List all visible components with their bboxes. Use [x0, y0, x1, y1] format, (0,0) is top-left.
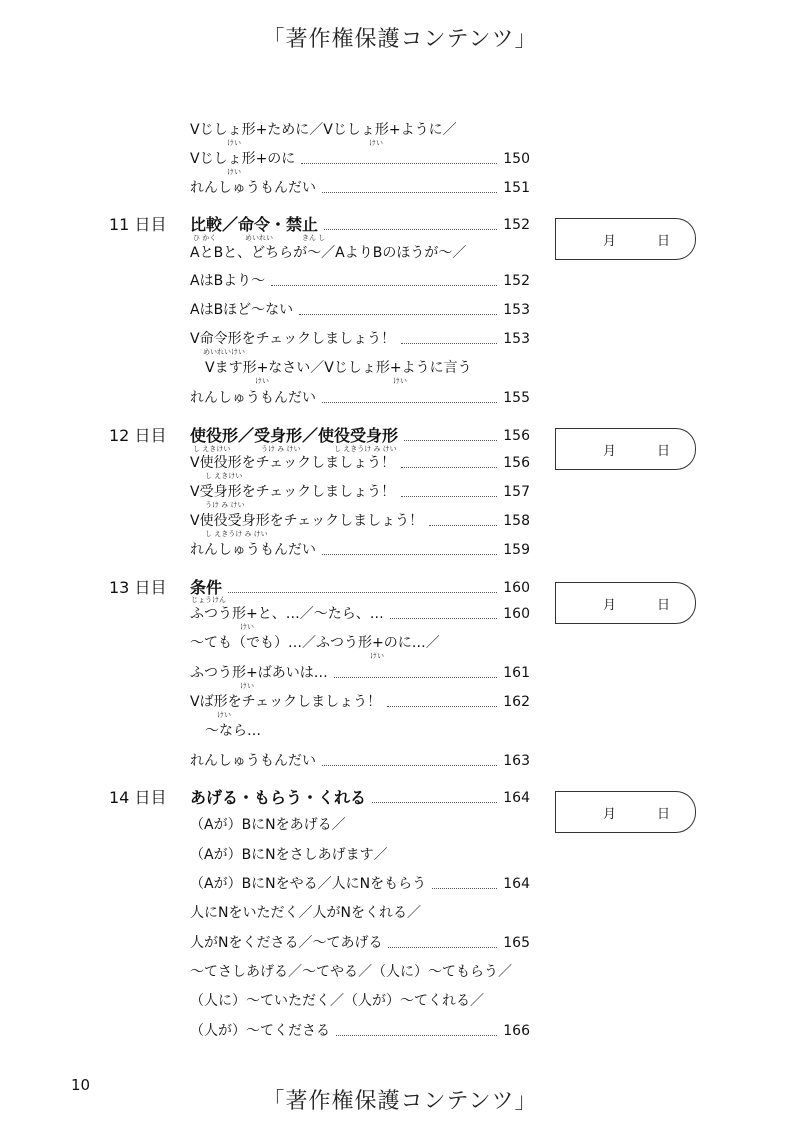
toc-entry[interactable]	[190, 814, 530, 836]
toc-entry[interactable]	[190, 1020, 530, 1042]
ruby-text: し えきけい	[193, 445, 231, 453]
toc-page-number: 155	[503, 390, 530, 406]
toc-entry-text: ふつう形+と、…／〜たら、…	[190, 606, 384, 622]
watermark-top: 「著作権保護コンテンツ」	[262, 27, 538, 52]
toc-entry[interactable]	[190, 148, 530, 170]
datebox-edge	[555, 429, 556, 469]
toc-page-number: 164	[503, 876, 530, 892]
ruby-text: けい	[255, 377, 269, 385]
chapter-title: あげる・もらう・くれる	[190, 788, 367, 807]
toc-entry[interactable]	[190, 270, 530, 292]
toc-page-number: 153	[503, 331, 530, 347]
toc-entry-text: Vじしょ形+のに	[190, 151, 296, 167]
leader-dots	[322, 401, 497, 403]
toc-page-number: 164	[503, 790, 530, 806]
toc-page-number: 163	[503, 753, 530, 769]
ruby-text: し えきうけ み けい	[334, 445, 397, 453]
datebox-edge	[555, 792, 556, 832]
toc-entry[interactable]	[190, 603, 530, 625]
toc-entry[interactable]	[190, 242, 530, 264]
toc-entry-text: 〜なら…	[205, 723, 261, 739]
leader-dots	[401, 466, 497, 468]
chapter-heading[interactable]	[190, 786, 530, 810]
leader-dots	[322, 764, 497, 766]
day-label: 12 日目	[109, 426, 167, 445]
toc-page-number: 151	[503, 180, 530, 196]
toc-page-number: 152	[503, 217, 530, 233]
toc-entry-text: V使役形をチェックしましょう！	[190, 455, 396, 471]
ruby-text: うけ み けい	[205, 501, 245, 509]
toc-entry-text: 人にNをいただく／人がNをくれる／	[190, 905, 421, 921]
page-number: 10	[71, 1076, 91, 1094]
chapter-title: 条件	[190, 578, 223, 597]
leader-dots	[299, 313, 497, 315]
toc-entry-text: Vば形をチェックしましょう！	[190, 694, 382, 710]
toc-page-number: 159	[503, 542, 530, 558]
toc-entry[interactable]	[190, 961, 530, 983]
toc-entry[interactable]	[190, 632, 530, 654]
toc-entry-text: V受身形をチェックしましょう！	[190, 484, 396, 500]
toc-page-number: 160	[503, 580, 530, 596]
study-date-box[interactable]	[555, 582, 696, 624]
toc-entry[interactable]	[190, 844, 530, 866]
leader-dots	[334, 676, 498, 678]
leader-dots	[404, 439, 497, 441]
ruby-text: けい	[240, 623, 254, 631]
toc-entry-text: AとBと、どちらが〜／AよりBのほうが〜／	[190, 245, 467, 261]
leader-dots	[387, 705, 497, 707]
leader-dots	[322, 191, 497, 193]
datebox-edge	[555, 583, 556, 623]
toc-entry-text: ふつう形+ばあいは…	[190, 665, 328, 681]
ruby-text: けい	[393, 377, 407, 385]
leader-dots	[429, 524, 497, 526]
toc-entry[interactable]	[190, 452, 530, 474]
toc-entry-text: れんしゅうもんだい	[190, 753, 316, 769]
toc-page-number: 152	[503, 273, 530, 289]
toc-entry-text: Vます形+なさい／Vじしょ形+ように言う	[205, 360, 472, 376]
ruby-text: けい	[370, 652, 384, 660]
watermark-bottom: 「著作権保護コンテンツ」	[262, 1089, 538, 1114]
leader-dots	[324, 228, 497, 230]
leader-dots	[322, 553, 497, 555]
toc-entry-text: V使役受身形をチェックしましょう！	[190, 513, 424, 529]
toc-entry-text: 〜てさしあげる／〜てやる／（人に）〜てもらう／	[190, 964, 512, 980]
toc-page-number: 150	[503, 151, 530, 167]
toc-entry-text: V命令形をチェックしましょう！	[190, 331, 396, 347]
toc-page-number: 162	[503, 694, 530, 710]
ruby-text: きん し	[302, 234, 326, 242]
toc-entry[interactable]	[190, 328, 530, 350]
toc-entry-text: （人に）〜ていただく／（人が）〜てくれる／	[190, 993, 484, 1009]
toc-entry-text: Vじしょ形+ために／Vじしょ形+ように／	[190, 122, 457, 138]
leader-dots	[388, 946, 497, 948]
study-date-box[interactable]	[555, 791, 696, 833]
toc-entry[interactable]	[190, 691, 530, 713]
day-label: 14 日目	[109, 788, 167, 807]
toc-entry[interactable]	[190, 119, 530, 141]
month-label: 月	[603, 234, 617, 249]
ruby-text: けい	[227, 139, 241, 147]
ruby-text: し えきうけ み けい	[205, 530, 268, 538]
toc-entry[interactable]	[190, 299, 530, 321]
month-label: 月	[603, 807, 617, 822]
leader-dots	[228, 591, 497, 593]
leader-dots	[301, 162, 497, 164]
toc-entry-text: 〜ても（でも）…／ふつう形+のに…／	[190, 635, 440, 651]
toc-entry[interactable]	[190, 539, 530, 561]
ruby-text: めいれい	[245, 234, 273, 242]
toc-entry[interactable]	[190, 387, 530, 409]
leader-dots	[390, 617, 498, 619]
leader-dots	[372, 801, 497, 803]
day-label-box: 日	[657, 807, 671, 822]
ruby-text: けい	[217, 711, 231, 719]
toc-entry-text: （人が）〜てくださる	[190, 1023, 330, 1039]
day-label: 13 日目	[109, 578, 167, 597]
toc-page-number: 156	[503, 455, 530, 471]
month-label: 月	[603, 598, 617, 613]
toc-page-number: 166	[503, 1023, 530, 1039]
day-label: 11 日目	[109, 215, 167, 234]
chapter-title: 比較／命令・禁止	[190, 215, 319, 234]
toc-entry[interactable]	[205, 720, 545, 742]
toc-entry-text: AはBより〜	[190, 273, 266, 289]
toc-entry[interactable]	[205, 357, 545, 379]
leader-dots	[401, 342, 497, 344]
toc-entry-text: （Aが）BにNをやる／人にNをもらう	[190, 876, 427, 892]
chapter-title: 使役形／受身形／使役受身形	[190, 426, 399, 445]
toc-entry[interactable]	[190, 481, 530, 503]
day-label-box: 日	[657, 444, 671, 459]
datebox-edge	[555, 219, 556, 259]
toc-page-number: 165	[503, 935, 530, 951]
leader-dots	[271, 284, 497, 286]
toc-entry-text: 人がNをくださる／〜てあげる	[190, 935, 383, 951]
chapter-heading[interactable]	[190, 213, 530, 237]
ruby-text: ひ かく	[193, 234, 217, 242]
toc-entry[interactable]	[190, 990, 530, 1012]
study-date-box[interactable]	[555, 218, 696, 260]
toc-entry[interactable]	[190, 177, 530, 199]
toc-entry[interactable]	[190, 662, 530, 684]
toc-page-number: 161	[503, 665, 530, 681]
toc-entry-text: れんしゅうもんだい	[190, 390, 316, 406]
ruby-text: じょうけん	[191, 596, 226, 604]
toc-entry-text: （Aが）BにNをさしあげます／	[190, 847, 388, 863]
toc-entry[interactable]	[190, 873, 530, 895]
toc-entry-text: れんしゅうもんだい	[190, 180, 316, 196]
ruby-text: し えきけい	[205, 472, 243, 480]
toc-entry-text: AはBほど〜ない	[190, 302, 294, 318]
ruby-text: けい	[369, 139, 383, 147]
leader-dots	[336, 1034, 497, 1036]
toc-page-number: 156	[503, 428, 530, 444]
day-label-box: 日	[657, 234, 671, 249]
ruby-text: けい	[227, 168, 241, 176]
ruby-text: うけ み けい	[261, 445, 301, 453]
toc-entry[interactable]	[190, 750, 530, 772]
toc-entry[interactable]	[190, 510, 530, 532]
leader-dots	[432, 887, 497, 889]
ruby-text: めいれいけい	[203, 348, 245, 356]
leader-dots	[401, 495, 497, 497]
toc-page-number: 160	[503, 606, 530, 622]
toc-page-number: 157	[503, 484, 530, 500]
toc-page-number: 153	[503, 302, 530, 318]
chapter-heading[interactable]	[190, 576, 530, 600]
day-label-box: 日	[657, 598, 671, 613]
month-label: 月	[603, 444, 617, 459]
toc-entry[interactable]	[190, 932, 530, 954]
study-date-box[interactable]	[555, 428, 696, 470]
ruby-text: けい	[240, 682, 254, 690]
toc-entry-text: （Aが）BにNをあげる／	[190, 817, 346, 833]
toc-page-number: 158	[503, 513, 530, 529]
toc-entry-text: れんしゅうもんだい	[190, 542, 316, 558]
toc-entry[interactable]	[190, 902, 530, 924]
